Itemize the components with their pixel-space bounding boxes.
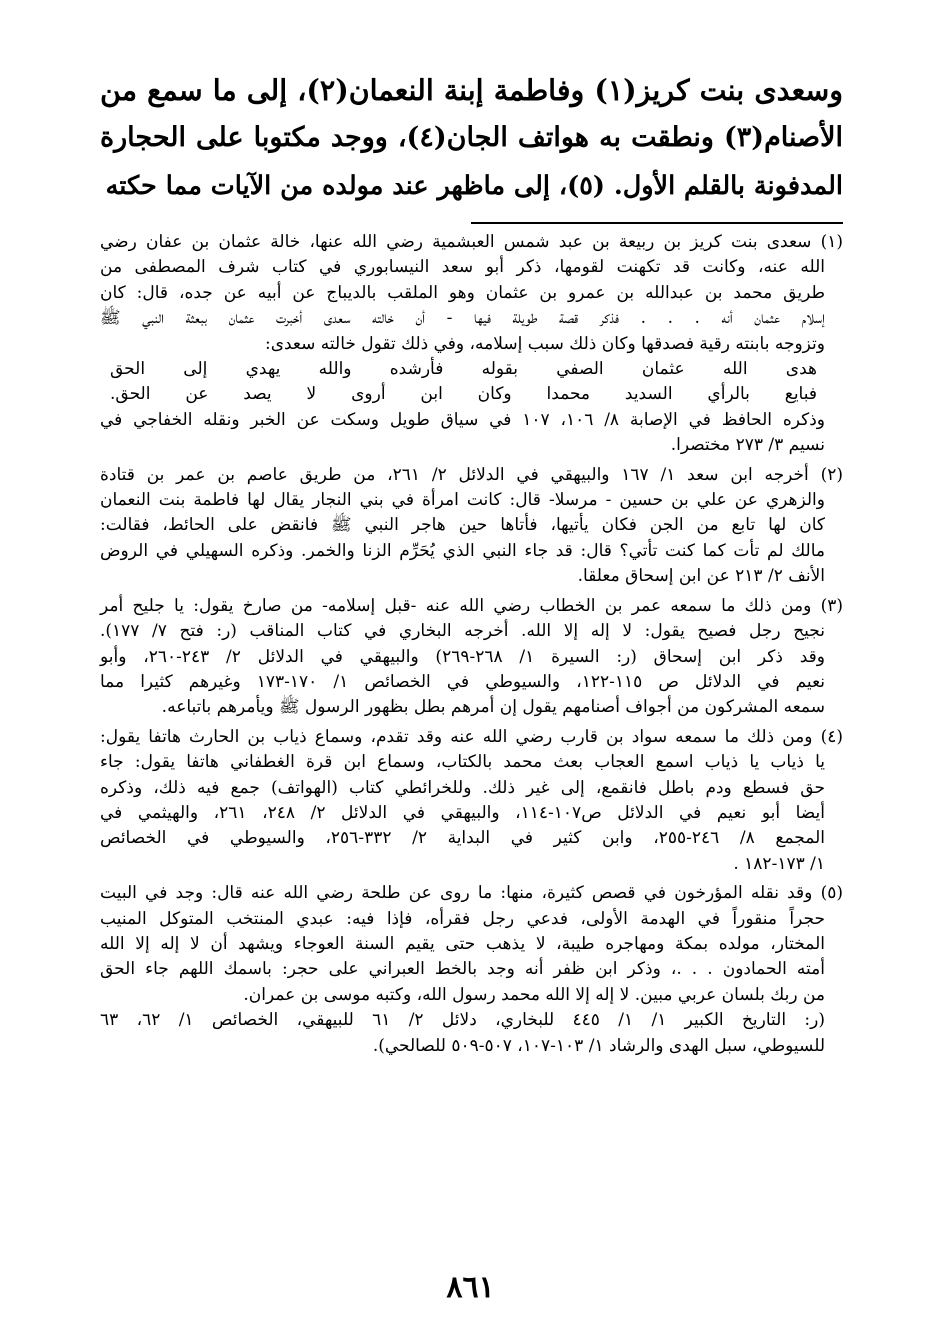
footnotes: [100, 230, 843, 1059]
footnote-line: حق فسطع ودم باطل فانقمع، إلى غير ذلك. وللخرائطي كتاب (الهواتف) جمع فيه ذلك، وذكره: [100, 777, 825, 798]
footnote-line: (٣) ومن ذلك ما سمعه عمر بن الخطاب رضي الله عنه -قبل إسلامه- من صارخ يقول: يا جليح أمر: [100, 595, 843, 616]
footnote-line: وقد ذكر ابن إسحاق (ر: السيرة ١/ ٢٦٨-٢٦٩) والبيهقي في الدلائل ٢/ ٢٤٣-٢٦٠، وأبو: [100, 646, 826, 667]
footnote-line: ١/ ١٧٣-١٨٢ .: [733, 853, 825, 874]
footnote-line: (٥) وقد نقله المؤرخون في قصص كثيرة، منها: ما روى عن طلحة رضي الله عنه قال: وجد في البيت: [100, 883, 843, 904]
footnote-4: [100, 725, 843, 877]
main-line: المدفونة بالقلم الأول. (٥)، إلى ماظهر عند مولده من الآيات مما حكته: [105, 171, 843, 201]
footnote-line: يا ذياب يا ذياب اسمع العجاب بعث محمد بالكتاب، وسماع ابن قرة الغطفاني هاتفا يقول: جاء: [100, 752, 825, 773]
footnote-line: الأنف ٢/ ٢١٣ عن ابن إسحاق معلقا.: [577, 566, 825, 587]
footnote-line: (١) سعدى بنت كريز بن ربيعة بن عبد شمس العبشمية رضي الله عنها، خالة عثمان بن عفان رضي: [100, 232, 843, 252]
poem-verse: هدى الله عثمان الصفي بقوله فأرشده والله يهدي إلى الحق: [110, 359, 817, 380]
footnote-line: إسلام عثمان أنه . . . فذكر قصة طويلة فيها - أن خالته سعدى أخبرت عثمان ببعثة النبي ﷺ: [100, 308, 825, 329]
footnote-line: والزهري عن علي بن حسين - مرسلا- قال: كانت امرأة في بني النجار يقال لها فاطمة بنت النعمان: [100, 490, 825, 511]
footnote-line: المختار، مولده بمكة ومهاجره طيبة، لا يذهب حتى يقيم السنة العوجاء ويشهد أن لا إله إلا الله: [100, 933, 825, 954]
page-content: [100, 66, 843, 1063]
footnote-reference: (ر: التاريخ الكبير ١/ ١/ ٤٤٥ للبخاري، دلائل ٢/ ٦١ للبيهقي، الخصائص ١/ ٦٢، ٦٣: [100, 1010, 825, 1031]
footnote-line: أيضا أبو نعيم في الدلائل ص١٠٧-١١٤، والبيهقي في الدلائل ٢/ ٢٤٨، ٢٦١، والهيثمي في: [100, 802, 825, 823]
footnote-line: من ربك بلسان عربي مبين. لا إله إلا الله محمد رسول الله، وكتبه موسى بن عمران.: [243, 984, 825, 1005]
footnote-1: [100, 230, 843, 459]
footnote-reference: للسيوطي، سبل الهدى والرشاد ١/ ١٠٣-١٠٧، ٥٠٧-٥٠٩ للصالحي).: [372, 1035, 825, 1056]
footnote-3: [100, 594, 843, 721]
footnote-line: نعيم في الدلائل ص ١١٥-١٢٢، والسيوطي في الخصائص ١/ ١٧٠-١٧٣ وغيرهم كثيرا مما: [100, 671, 825, 692]
footnote-line: المجمع ٨/ ٢٤٦-٢٥٥، وابن كثير في البداية ٢/ ٣٣٢-٢٥٦، والسيوطي في الخصائص: [100, 828, 825, 849]
footnote-line: (٢) أخرجه ابن سعد ١/ ١٦٧ والبيهقي في الدلائل ٢/ ٢٦١، من طريق عاصم بن عمر بن قتادة: [100, 464, 843, 485]
main-line: الأصنام(٣) ونطقت به هواتف الجان(٤)، ووجد مكتوبا على الحجارة: [100, 122, 843, 153]
footnote-line: (٤) ومن ذلك ما سمعه سواد بن قارب رضي الله عنه وقد تقدم، وسماع ذياب بن الحارث هاتفا يقول:: [100, 726, 843, 747]
footnote-line: وتزوجه بابنته رقية فصدقها وكان ذلك سبب إسلامه، وفي ذلك تقول خالته سعدى:: [264, 333, 825, 354]
footnote-5: [100, 881, 843, 1059]
footnote-line: سمعه المشركون من أجواف أصنامهم يقول إن أمرهم بطل بظهور الرسول ﷺ ويأمرهم باتباعه.: [161, 697, 825, 718]
footnote-line: كان لها تابع من الجن فكان يأتيها، فأتاها حين هاجر النبي ﷺ فانقض على الحائط، فقالت:: [100, 515, 825, 536]
poem-verse: فبايع بالرأي السديد محمدا وكان ابن أروى لا يصد عن الحق.: [110, 384, 817, 405]
footnote-line: الله عنه، وكانت قد تكهنت لقومها، ذكر أبو سعد النيسابوري في كتاب شرف المصطفى من: [100, 257, 825, 278]
footnote-separator: [471, 222, 843, 224]
main-line: وسعدى بنت كريز(١) وفاطمة إبنة النعمان(٢)، إلى ما سمع من: [100, 73, 843, 107]
footnote-line: طريق محمد بن عبدالله بن عمرو بن عثمان وهو الملقب بالديباج عن أبيه عن جده، قال: كان: [100, 282, 825, 303]
footnote-line: نجيح رجل فصيح يقول: لا إله إلا الله. أخرجه البخاري في كتاب المناقب (ر: فتح ٧/ ١٧٧).: [100, 621, 825, 642]
page-number: ٨٦١: [446, 1270, 495, 1305]
main-text: [100, 66, 843, 210]
footnote-line: أمته الحمادون . . .، وذكر ابن ظفر أنه وجد بالخط العبراني على حجر: باسمك اللهم جاء الحق: [100, 959, 825, 980]
footnote-line: وذكره الحافظ في الإصابة ٨/ ١٠٦، ١٠٧ في سياق طويل وسكت عن الخبر ونقله الخفاجي في: [100, 409, 825, 430]
footnote-line: حجراً منقوراً في الهدمة الأولى، فدعي رجل فقرأه، فإذا فيه: عبدي المنتخب المتوكل المنيب: [100, 908, 825, 929]
footnote-line: نسيم ٣/ ٢٧٣ مختصرا.: [670, 435, 825, 456]
footnote-2: [100, 463, 843, 590]
footnote-line: مالك لم تأت كما كنت تأتي؟ قال: قد جاء النبي الذي يُحَرِّم الزنا والخمر. وذكره السهيلي في الروض: [100, 540, 825, 561]
